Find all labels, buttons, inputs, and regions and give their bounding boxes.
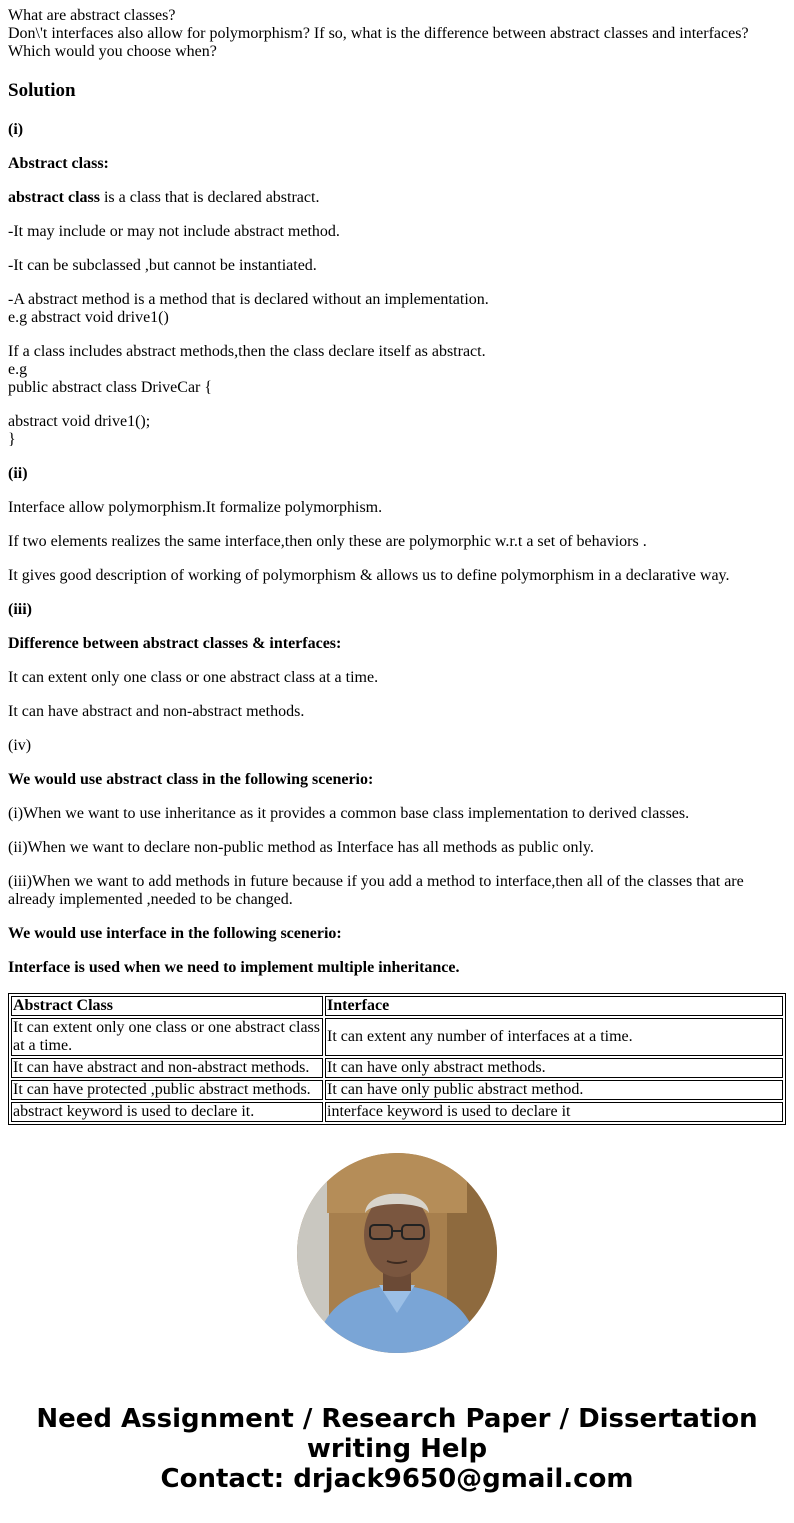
section-heading: We would use interface in the following scenerio: (8, 925, 342, 942)
line: public abstract class DriveCar { (8, 379, 213, 396)
paragraph: (iii)When we want to add methods in future because if you add a method to interface,then all of the classes that are already implemented ,needed to be changed. (8, 873, 744, 908)
question-line: Which would you choose when? (8, 43, 217, 60)
table-cell: It can have abstract and non-abstract methods. (11, 1058, 323, 1078)
paragraph: It gives good description of working of polymorphism & allows us to define polymorphism in a declarative way. (8, 567, 730, 584)
table-row (11, 1102, 783, 1122)
solution-content (8, 121, 786, 993)
table-header-cell: Abstract Class (11, 996, 323, 1016)
definition (8, 189, 786, 207)
promo-line: writing Help (306, 1434, 488, 1464)
section-heading: Difference between abstract classes & interfaces: (8, 635, 342, 652)
promo-contact: Contact: drjack9650@gmail.com (160, 1464, 634, 1494)
promo-banner (0, 1404, 794, 1494)
paragraph: If two elements realizes the same interface,then only these are polymorphic w.r.t a set of behaviors . (8, 533, 647, 550)
line: } (8, 431, 16, 448)
table-cell: It can have protected ,public abstract methods. (11, 1080, 323, 1100)
table-row (11, 1058, 783, 1078)
table-cell: It can have only public abstract method. (325, 1080, 783, 1100)
paragraph: (ii)When we want to declare non-public method as Interface has all methods as public only. (8, 839, 594, 856)
definition-term: abstract class (8, 189, 100, 206)
line: e.g (8, 361, 28, 378)
part-label: (ii) (8, 465, 28, 482)
paragraph: -It can be subclassed ,but cannot be instantiated. (8, 257, 317, 274)
section-heading: Abstract class: (8, 155, 109, 172)
part-label: (iii) (8, 601, 32, 618)
solution-heading: Solution (8, 80, 76, 101)
table-cell: It can extent only one class or one abstract class at a time. (11, 1018, 323, 1056)
question-block (8, 7, 778, 61)
line: abstract void drive1(); (8, 413, 151, 430)
section-heading: We would use abstract class in the following scenerio: (8, 771, 374, 788)
author-avatar (297, 1153, 497, 1353)
paragraph: Interface allow polymorphism.It formalize polymorphism. (8, 499, 383, 516)
question-line: What are abstract classes? (8, 7, 176, 24)
paragraph: Interface is used when we need to implement multiple inheritance. (8, 959, 460, 976)
table-header-row (11, 996, 783, 1016)
table-row (11, 1018, 783, 1056)
paragraph: -It may include or may not include abstract method. (8, 223, 340, 240)
avatar-illustration (297, 1153, 497, 1353)
table-cell: It can extent any number of interfaces at a time. (325, 1018, 783, 1056)
table-cell: interface keyword is used to declare it (325, 1102, 783, 1122)
line: -A abstract method is a method that is declared without an implementation. (8, 291, 489, 308)
line: e.g abstract void drive1() (8, 309, 169, 326)
paragraph: (i)When we want to use inheritance as it provides a common base class implementation to derived classes. (8, 805, 690, 822)
comparison-table (8, 993, 786, 1125)
part-label: (i) (8, 121, 24, 138)
table-cell: abstract keyword is used to declare it. (11, 1102, 323, 1122)
line: If a class includes abstract methods,then the class declare itself as abstract. (8, 343, 486, 360)
table-row (11, 1080, 783, 1100)
paragraph: It can extent only one class or one abstract class at a time. (8, 669, 379, 686)
paragraph: It can have abstract and non-abstract methods. (8, 703, 305, 720)
promo-line: Need Assignment / Research Paper / Dissertation (36, 1404, 758, 1434)
table-header-cell: Interface (325, 996, 783, 1016)
part-label: (iv) (8, 737, 32, 754)
wall-panel (297, 1153, 329, 1353)
table-cell: It can have only abstract methods. (325, 1058, 783, 1078)
definition-text: is a class that is declared abstract. (99, 189, 320, 206)
question-line: Don\'t interfaces also allow for polymorphism? If so, what is the difference between abstract classes and interfaces? (8, 25, 749, 42)
